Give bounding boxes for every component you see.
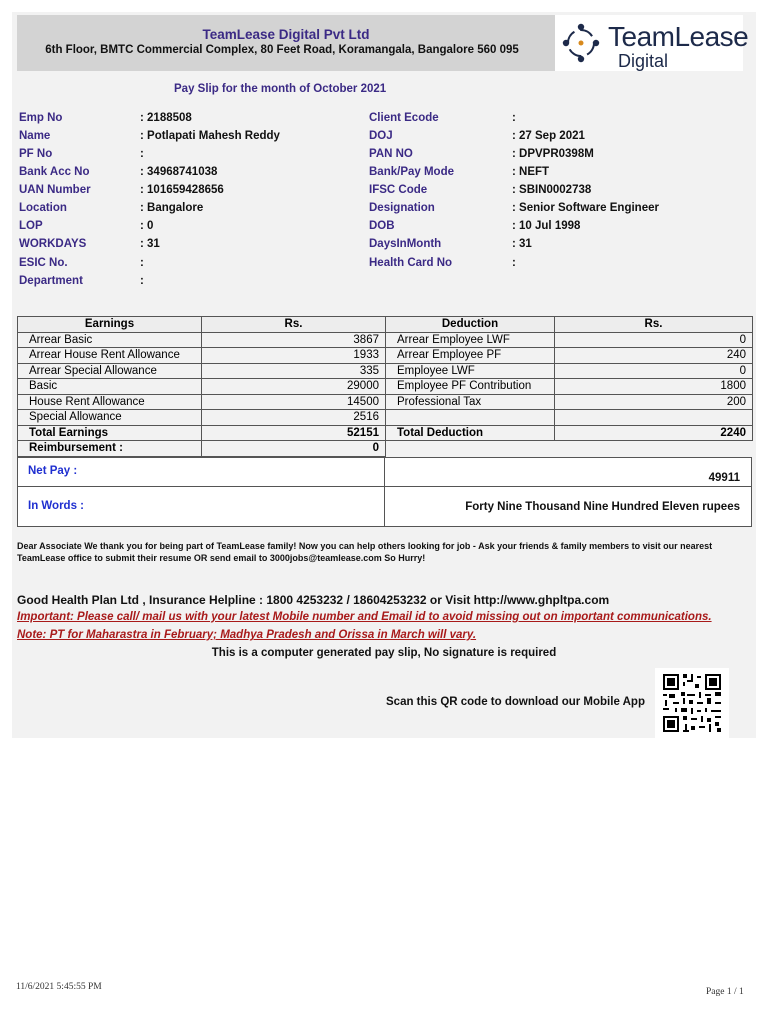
computer-generated-note: This is a computer generated pay slip, No signature is required: [211, 647, 557, 659]
earning-label: House Rent Allowance: [18, 394, 202, 410]
table-row: [18, 348, 753, 364]
company-address: 6th Floor, BMTC Commercial Complex, 80 Feet Road, Koramangala, Bangalore 560 095: [45, 44, 519, 56]
deduction-label: Professional Tax: [386, 394, 555, 410]
pan-value: : DPVPR0398M: [512, 148, 594, 160]
name-label: Name: [19, 130, 51, 142]
reimbursement-label: Reimbursement :: [18, 441, 202, 457]
earning-label: Basic: [18, 379, 202, 395]
bank-acc-label: Bank Acc No: [19, 166, 90, 178]
net-pay-box: [17, 457, 752, 487]
uan-value: : 101659428656: [140, 184, 224, 196]
dob-label: DOB: [369, 220, 395, 232]
pf-no-value: :: [140, 148, 144, 160]
teamlease-logo-icon: [559, 21, 603, 65]
name-value: : Potlapati Mahesh Reddy: [140, 130, 280, 142]
net-pay-value: 49911: [708, 472, 740, 484]
designation-label: Designation: [369, 202, 435, 214]
earning-amount: 1933: [202, 348, 386, 364]
earning-label: Arrear Special Allowance: [18, 363, 202, 379]
location-label: Location: [19, 202, 67, 214]
in-words-box: [17, 486, 752, 527]
earning-amount: 335: [202, 363, 386, 379]
lop-value: : 0: [140, 220, 154, 232]
ifsc-label: IFSC Code: [369, 184, 428, 196]
reimbursement-value: 0: [202, 441, 386, 457]
table-row: [18, 363, 753, 379]
earning-label: Arrear House Rent Allowance: [18, 348, 202, 364]
payslip-title: Pay Slip for the month of October 2021: [174, 83, 387, 95]
earning-amount: 2516: [202, 410, 386, 426]
company-header: [17, 15, 555, 71]
pay-mode-label: Bank/Pay Mode: [369, 166, 454, 178]
print-timestamp: 11/6/2021 5:45:55 PM: [16, 982, 102, 992]
pay-mode-value: : NEFT: [512, 166, 550, 178]
table-row: [18, 394, 753, 410]
designation-value: : Senior Software Engineer: [512, 202, 659, 214]
health-plan-info: Good Health Plan Ltd , Insurance Helpline : 1800 4253232 / 18604253232 or Visit http://www.ghpltpa.com: [17, 593, 610, 607]
pf-no-label: PF No: [19, 148, 53, 160]
table-row: [18, 410, 753, 426]
qr-code-icon: [655, 668, 729, 738]
logo-text: TeamLease: [608, 21, 749, 52]
company-name: TeamLease Digital Pvt Ltd: [202, 27, 370, 42]
esic-value: :: [140, 257, 144, 269]
page-number: Page 1 / 1: [706, 987, 744, 997]
department-value: :: [140, 275, 144, 287]
earnings-amount-header: Rs.: [202, 317, 386, 333]
workdays-label: WORKDAYS: [19, 238, 87, 250]
total-deduction-label: Total Deduction: [386, 425, 555, 441]
qr-code[interactable]: [655, 668, 729, 738]
bank-acc-value: : 34968741038: [140, 166, 218, 178]
emp-no-value: : 2188508: [140, 112, 192, 124]
total-earnings-value: 52151: [202, 425, 386, 441]
deduction-header: Deduction: [386, 317, 555, 333]
company-logo: [555, 15, 749, 71]
deduction-amount: 200: [555, 394, 753, 410]
total-earnings-label: Total Earnings: [18, 425, 202, 441]
doj-value: : 27 Sep 2021: [512, 130, 585, 142]
ifsc-value: : SBIN0002738: [512, 184, 592, 196]
in-words-divider: [384, 487, 385, 526]
deduction-amount: [555, 410, 753, 426]
pt-note: Note: PT for Maharastra in February; Madhya Pradesh and Orissa in March will vary.: [17, 629, 477, 641]
thanks-note: Dear Associate We thank you for being part of TeamLease family! Now you can help others looking for job - Ask your friends & family members to visit our nearest TeamLease office to submit their resume OR send email to 3000jobs@teamlease.com So Hurry!: [17, 541, 713, 563]
total-row: [18, 425, 753, 441]
deduction-amount-header: Rs.: [555, 317, 753, 333]
health-card-label: Health Card No: [369, 257, 453, 269]
in-words-label: In Words :: [28, 500, 85, 512]
earning-label: Arrear Basic: [18, 332, 202, 348]
deduction-label: Arrear Employee LWF: [386, 332, 555, 348]
deduction-amount: 240: [555, 348, 753, 364]
table-row: [18, 332, 753, 348]
deduction-amount: 1800: [555, 379, 753, 395]
pan-label: PAN NO: [369, 148, 413, 160]
logo-subtext: Digital: [618, 51, 669, 71]
deduction-amount: 0: [555, 363, 753, 379]
esic-label: ESIC No.: [19, 257, 68, 269]
net-pay-divider: [384, 458, 385, 486]
deduction-label: [386, 410, 555, 426]
total-deduction-value: 2240: [555, 425, 753, 441]
days-in-month-label: DaysInMonth: [369, 238, 442, 250]
client-ecode-label: Client Ecode: [369, 112, 439, 124]
location-value: : Bangalore: [140, 202, 204, 214]
deduction-label: Employee PF Contribution: [386, 379, 555, 395]
earning-amount: 29000: [202, 379, 386, 395]
client-ecode-value: :: [512, 112, 516, 124]
deduction-amount: 0: [555, 332, 753, 348]
uan-label: UAN Number: [19, 184, 91, 196]
workdays-value: : 31: [140, 238, 160, 250]
days-in-month-value: : 31: [512, 238, 532, 250]
earnings-deductions-table: [17, 316, 753, 457]
deduction-label: Arrear Employee PF: [386, 348, 555, 364]
net-pay-label: Net Pay :: [28, 465, 78, 477]
lop-label: LOP: [19, 220, 43, 232]
reimbursement-row: [18, 441, 753, 457]
table-row: [18, 379, 753, 395]
department-label: Department: [19, 275, 83, 287]
dob-value: : 10 Jul 1998: [512, 220, 581, 232]
earning-label: Special Allowance: [18, 410, 202, 426]
earning-amount: 3867: [202, 332, 386, 348]
scan-qr-text: Scan this QR code to download our Mobile App: [386, 696, 645, 708]
emp-no-label: Emp No: [19, 112, 63, 124]
empty-cell: [386, 441, 753, 457]
health-card-value: :: [512, 257, 516, 269]
earning-amount: 14500: [202, 394, 386, 410]
in-words-value: Forty Nine Thousand Nine Hundred Eleven rupees: [465, 501, 740, 513]
doj-label: DOJ: [369, 130, 393, 142]
table-header-row: [18, 317, 753, 333]
earnings-header: Earnings: [18, 317, 202, 333]
important-notice: Important: Please call/ mail us with your latest Mobile number and Email id to avoid missing out on important communications.: [17, 611, 712, 623]
deduction-label: Employee LWF: [386, 363, 555, 379]
